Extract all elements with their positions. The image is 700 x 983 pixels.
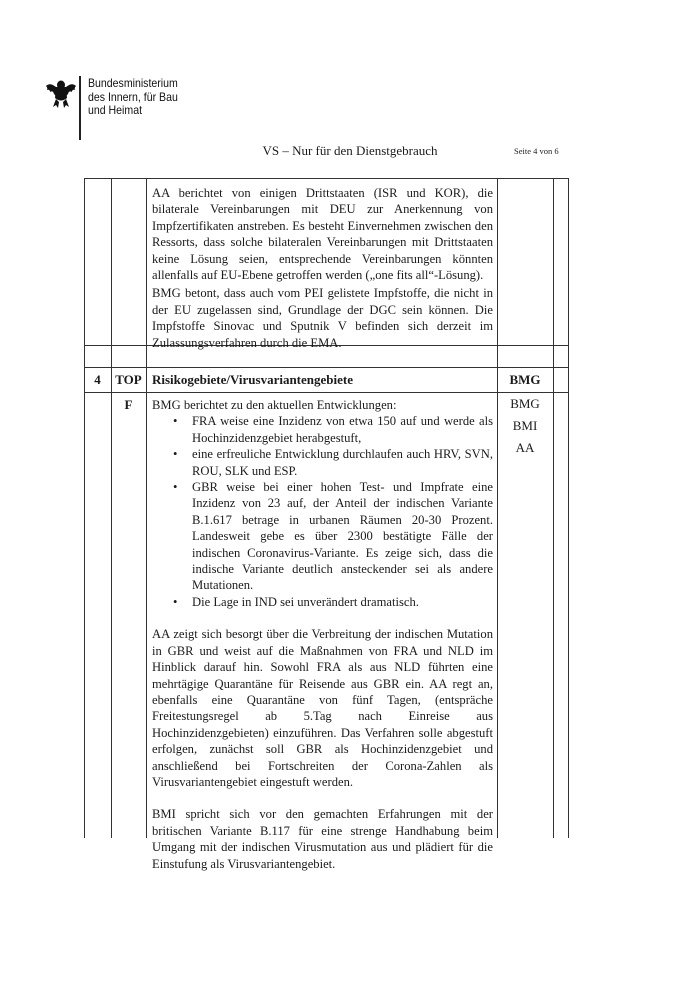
- paragraph: BMG berichtet zu den aktuellen Entwicklungen:: [152, 398, 397, 412]
- classification-label: VS – Nur für den Dienstgebrauch: [262, 143, 438, 158]
- page-number: Seite 4 von 6: [514, 146, 559, 156]
- agenda-type: TOP: [115, 372, 142, 387]
- list-item: • GBR weise bei einer hohen Test- und Impfrate eine Inzidenz von 23 auf, der Anteil der indischen Variante B.1.617 betrage in urbanen Räumen 20-30 Prozent. Landesweit gebe es über 2300 bestätigte Fälle der indischen Coronavirus-Variante. Es zeige sich, dass die indische Variante deutlich ansteckender sei als andere Mutationen.: [192, 479, 493, 594]
- table-border: [568, 178, 569, 838]
- list-item: • eine erfreuliche Entwicklung durchlaufen auch HRV, SVN, ROU, SLK und ESP.: [192, 446, 493, 479]
- agenda-number: 4: [94, 372, 101, 387]
- paragraph: BMI spricht sich vor den gemachten Erfahrungen mit der britischen Variante B.117 für eine strenge Handhabung beim Umgang mit der indischen Virusmutation aus und plädiert für die Einstufung als Virusvariantengebiet.: [152, 807, 493, 871]
- paragraph: BMG betont, dass auch vom PEI gelistete Impfstoffe, die nicht in der EU zugelassen sind, Grundlage der DGC sein können. Die Impfstoffe Sinovac und Sputnik V befinden sich derzeit im Zulassungsverfahren durch die EMA.: [152, 286, 493, 350]
- paragraph: AA berichtet von einigen Drittstaaten (ISR und KOR), die bilaterale Vereinbarungen mit DEU zur Anerkennung von Impfzertifikaten anstreben. Es besteht Einvernehmen zwischen den Ressorts, dass solche bilateralen Vereinbarungen mit Drittstaaten keine Lösung seien, entsprechende Vereinbarungen könnten allenfalls auf EU-Ebene getroffen werden („one fits all“-Lösung).: [152, 186, 493, 283]
- table-border: [84, 178, 85, 838]
- table-row: [152, 397, 493, 872]
- federal-eagle-icon: [44, 76, 78, 110]
- ministry-name: Bundesministerium des Innern, für Bau und Heimat: [88, 76, 178, 117]
- table-border: [553, 178, 554, 838]
- ministry-divider: [79, 76, 81, 140]
- row-marker: F: [124, 397, 133, 412]
- table-border: [111, 178, 112, 838]
- agenda-lead: BMG: [509, 372, 541, 387]
- bullet-list: [152, 413, 493, 610]
- table-border: [497, 178, 498, 838]
- responsible-list: BMG BMI AA: [510, 396, 540, 455]
- table-row: [152, 185, 493, 351]
- agenda-title: Risikogebiete/Virusvariantengebiete: [152, 372, 353, 387]
- list-item: • Die Lage in IND sei unverändert dramatisch.: [192, 594, 493, 610]
- table-border: [146, 178, 147, 838]
- list-item: • FRA weise eine Inzidenz von etwa 150 auf und werde als Hochinzidenzgebiet herabgestuft,: [192, 413, 493, 446]
- paragraph: AA zeigt sich besorgt über die Verbreitung der indischen Mutation in GBR und weist auf die Maßnahmen von FRA und NLD im Hinblick darauf hin. Sowohl FRA als aus NLD führten eine mehrtägige Quarantäne für Reisende aus GBR ein. AA regt an, ebenfalls eine Quarantäne von fünf Tagen, (entspräche Freitestungsregel ab 5.Tag nach Einreise aus Hochinzidenzgebieten) einzuführen. Das Verfahren solle abgestuft erfolgen, zunächst soll GBR als Hochinzidenzgebiet und anschließend bei Fortschreiten der Corona-Zahlen als Virusvariantengebiet eingestuft werden.: [152, 627, 493, 789]
